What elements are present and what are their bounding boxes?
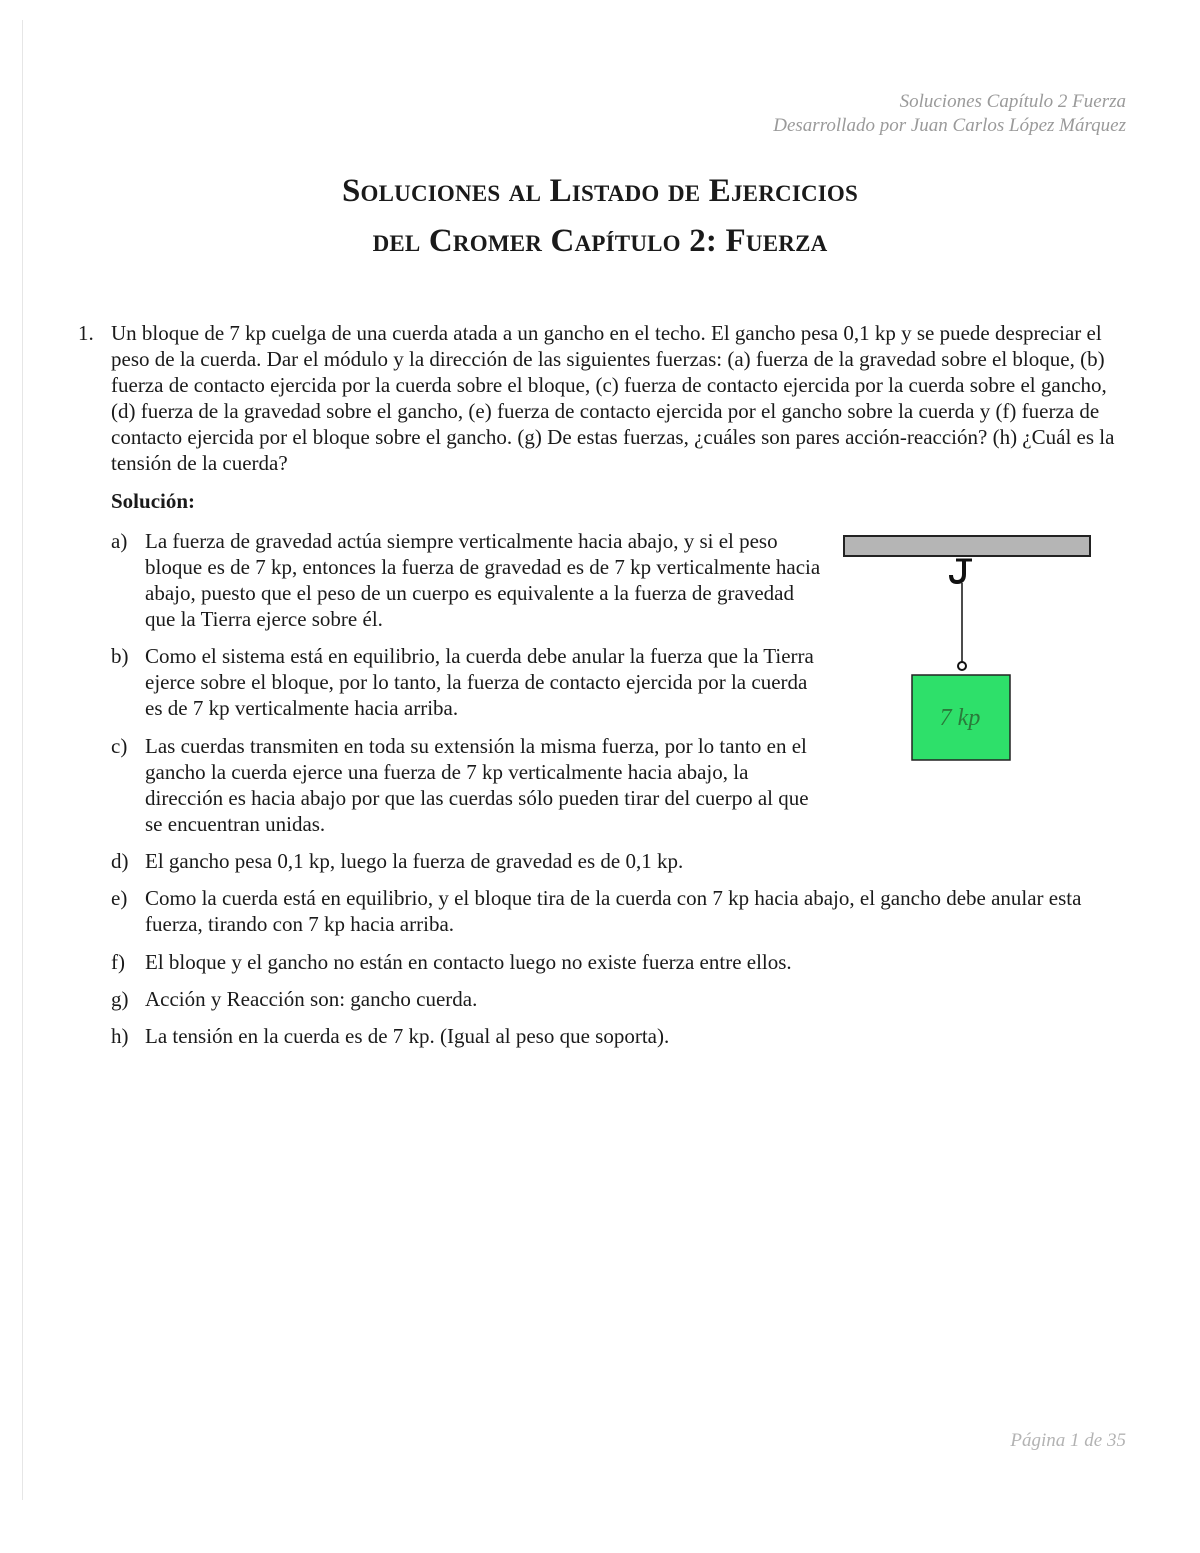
block-weight-label: 7 kp — [939, 705, 981, 731]
answer-letter: a) — [111, 529, 128, 553]
header-line-1: Soluciones Capítulo 2 Fuerza — [899, 91, 1126, 112]
answer-item-g — [111, 986, 1126, 1012]
ceiling-bar — [844, 536, 1090, 556]
hanging-block-figure — [838, 528, 1100, 772]
answer-letter: f) — [111, 950, 125, 974]
answer-text: Como la cuerda está en equilibrio, y el bloque tira de la cuerda con 7 kp hacia abajo, el gancho debe anular esta fuerza, tirando con 7 kp hacia arriba. — [145, 886, 1082, 936]
exercise-number: 1. — [78, 321, 94, 345]
exercise-statement — [78, 320, 1128, 476]
rope-knot — [958, 662, 966, 670]
header-line-2: Desarrollado por Juan Carlos López Márquez — [773, 115, 1126, 136]
answer-text: El bloque y el gancho no están en contacto luego no existe fuerza entre ellos. — [145, 950, 792, 974]
answer-item-e — [111, 885, 1126, 937]
answer-text: La tensión en la cuerda es de 7 kp. (Igual al peso que soporta). — [145, 1024, 670, 1048]
answer-letter: c) — [111, 734, 128, 758]
running-header — [773, 90, 1126, 138]
title-line-1: Soluciones al Listado de Ejercicios — [341, 173, 859, 209]
answer-text: La fuerza de gravedad actúa siempre verticalmente hacia abajo, y si el peso bloque es de 7 kp, entonces la fuerza de gravedad es de 7 kp verticalmente hacia abajo, puesto que el peso de un cuerpo es equivalente a la fuerza de gravedad que la Tierra ejerce sobre él. — [145, 529, 821, 631]
solution-heading: Solución: — [111, 489, 196, 513]
answer-text: Como el sistema está en equilibrio, la cuerda debe anular la fuerza que la Tierra ejerce sobre el bloque, por lo tanto, la fuerza de contacto ejercida por la cuerda es de 7 kp verticalmente hacia arriba. — [145, 644, 814, 720]
answer-text: Las cuerdas transmiten en toda su extensión la misma fuerza, por lo tanto en el gancho la cuerda ejerce una fuerza de 7 kp verticalmente hacia abajo, la dirección es hacia abajo por que las cuerdas sólo pueden tirar del cuerpo al que se encuentran unidas. — [145, 734, 809, 836]
answer-letter: h) — [111, 1024, 129, 1048]
answer-text: Acción y Reacción son: gancho cuerda. — [145, 987, 478, 1011]
answer-letter: d) — [111, 849, 129, 873]
answer-item-f — [111, 949, 1126, 975]
answer-item-d — [111, 848, 1126, 874]
exercise-text: Un bloque de 7 kp cuelga de una cuerda atada a un gancho en el techo. El gancho pesa 0,1 kp y se puede despreciar el peso de la cuerda. Dar el módulo y la dirección de las siguientes fuerzas: (a) fuerza de la gravedad sobre el bloque, (b) fuerza de contacto ejercida por la cuerda sobre el bloque, (c) fuerza de contacto ejercida por la cuerda sobre el gancho, (d) fuerza de la gravedad sobre el gancho, (e) fuerza de contacto ejercida por el gancho sobre la cuerda y (f) fuerza de contacto ejercida por el bloque sobre el gancho. (g) De estas fuerzas, ¿cuáles son pares acción-reacción? (h) ¿Cuál es la tensión de la cuerda? — [111, 321, 1115, 475]
document-title — [0, 166, 1200, 266]
answer-item-c — [111, 733, 823, 837]
answer-item-a — [111, 528, 823, 632]
title-line-2: del Cromer Capítulo 2: Fuerza — [372, 223, 828, 259]
answer-letter: e) — [111, 886, 128, 910]
answer-letter: g) — [111, 987, 129, 1011]
answer-item-h — [111, 1023, 1126, 1049]
answer-letter: b) — [111, 644, 129, 668]
hook-icon — [951, 560, 972, 582]
page-number: Página 1 de 35 — [1010, 1430, 1126, 1451]
answer-text: El gancho pesa 0,1 kp, luego la fuerza de gravedad es de 0,1 kp. — [145, 849, 684, 873]
answer-item-b — [111, 643, 823, 721]
